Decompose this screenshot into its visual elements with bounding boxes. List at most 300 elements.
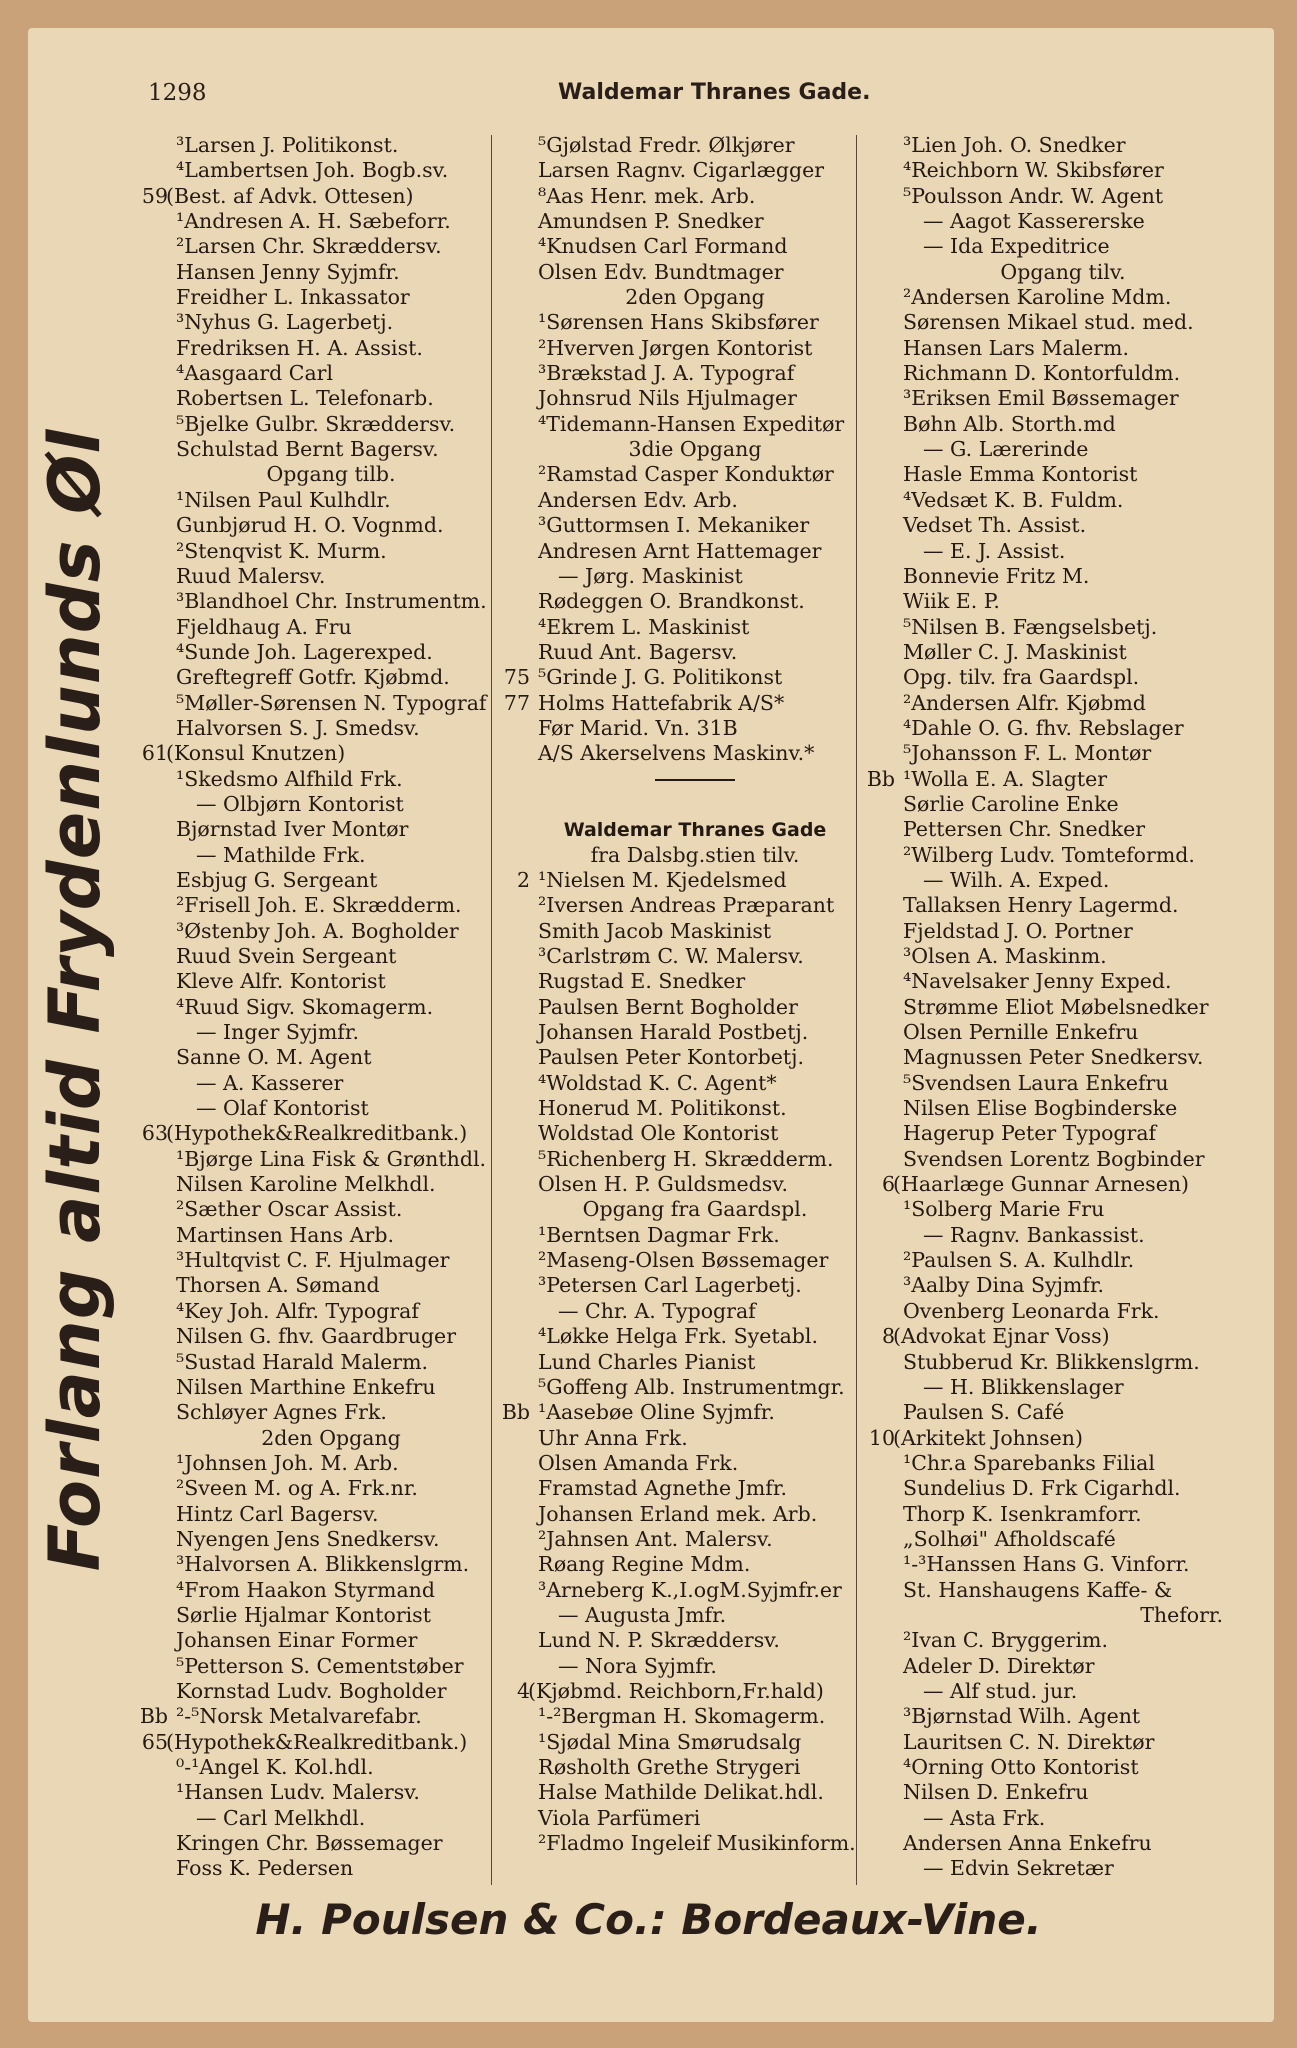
directory-entry: [176, 716, 486, 741]
directory-entry: [538, 919, 852, 944]
entry-text: Paulsen S. Café: [903, 1400, 1065, 1425]
entry-text: ¹Solberg Marie Fru: [903, 1197, 1105, 1222]
directory-entry: [903, 1273, 1223, 1298]
directory-entry: [176, 1451, 486, 1476]
entry-text: ²Sveen M. og A. Frk.nr.: [176, 1476, 418, 1501]
directory-entry: [176, 1147, 486, 1172]
directory-entry: [538, 1248, 852, 1273]
directory-entry: [538, 1071, 852, 1096]
directory-entry: [176, 158, 486, 183]
entry-text: Olsen Edv. Bundtmager: [538, 259, 784, 284]
directory-entry: [903, 361, 1223, 386]
directory-entry: [866, 766, 1223, 792]
directory-entry: [903, 1502, 1223, 1527]
directory-entry: [176, 285, 486, 310]
directory-entry: [903, 1350, 1223, 1375]
house-number: 10: [868, 1425, 895, 1450]
entry-text: ³Olsen A. Maskinm.: [903, 944, 1107, 968]
entry-text: — Edvin Sekretær: [923, 1856, 1114, 1881]
directory-entry: [538, 1045, 852, 1070]
entry-text: Halse Mathilde Delikat.hdl.: [538, 1780, 824, 1805]
entry-text: ⁴Aasgaard Carl: [176, 361, 334, 386]
directory-entry: [538, 1704, 852, 1729]
entry-text: Andersen Edv. Arb.: [538, 487, 738, 512]
directory-entry: [538, 361, 852, 386]
entry-text: Sørlie Hjalmar Kontorist: [176, 1602, 431, 1627]
directory-entry: [176, 919, 486, 944]
entry-text: Andersen Anna Enkefru: [903, 1831, 1152, 1856]
entry-text: — G. Lærerinde: [923, 437, 1089, 462]
entry-text: Olsen Amanda Frk.: [538, 1450, 739, 1475]
entry-text: ⁵Gjølstad Fredr. Ølkjører: [538, 133, 795, 157]
directory-entry: [176, 1045, 486, 1070]
entry-text: ⁴Tidemann-Hansen Expeditør: [538, 411, 845, 436]
directory-entry: [903, 1451, 1223, 1476]
directory-entry: [903, 1299, 1223, 1324]
entry-text: ⁵Bjelke Gulbr. Skræddersv.: [176, 411, 456, 436]
entry-text: ¹Nilsen Paul Kulhdlr.: [176, 487, 391, 512]
directory-entry: [903, 919, 1223, 944]
directory-entry: [881, 1172, 1223, 1197]
entry-text: ³Lien Joh. O. Snedker: [903, 133, 1126, 157]
entry-text: Martinsen Hans Arb.: [176, 1222, 394, 1247]
directory-entry: [903, 1755, 1223, 1780]
directory-entry: [538, 1350, 852, 1375]
entry-text: ⁵Johansson F. L. Montør: [903, 741, 1152, 766]
directory-entry: [141, 1729, 486, 1755]
entry-text: ²Larsen Chr. Skræddersv.: [176, 234, 442, 259]
entry-text: 3die Opgang: [628, 437, 762, 462]
entry-text: — H. Blikkenslager: [923, 1374, 1124, 1399]
directory-entry: [538, 1020, 852, 1045]
directory-entry: [176, 386, 486, 411]
directory-entry: [903, 589, 1223, 614]
entry-text: ⁴Woldstad K. C. Agent*: [538, 1070, 777, 1095]
directory-entry: [176, 1248, 486, 1273]
entry-text: Sanne O. M. Agent: [176, 1045, 372, 1070]
entry-text: ¹Chr.a Sparebanks Filial: [903, 1450, 1155, 1475]
directory-entry: [538, 893, 852, 918]
entry-text: (Best. af Advk. Ottesen): [166, 183, 414, 208]
entry-text: ¹Nielsen M. Kjedelsmed: [538, 867, 787, 892]
directory-entry: [176, 1527, 486, 1552]
directory-entry: [176, 1426, 486, 1451]
entry-text: „Solhøi" Afholdscafé: [903, 1526, 1116, 1551]
entry-text: — Aagot Kassererske: [923, 209, 1145, 234]
directory-entry: [903, 1400, 1223, 1425]
entry-text: ¹Sjødal Mina Smørudsalg: [538, 1729, 802, 1754]
entry-text: — Chr. A. Typograf: [558, 1298, 756, 1323]
page-title: Waldemar Thranes Gade.: [558, 80, 871, 105]
entry-text: ⁴Løkke Helga Frk. Syetabl.: [538, 1324, 818, 1349]
entry-text: ¹Bjørge Lina Fisk & Grønthdl.: [176, 1146, 487, 1171]
entry-text: (Konsul Knutzen): [166, 741, 346, 766]
entry-text: Framstad Agnethe Jmfr.: [538, 1476, 787, 1501]
entry-text: Lund Charles Pianist: [538, 1349, 756, 1374]
entry-text: ¹-²Bergman H. Skomagerm.: [538, 1704, 826, 1729]
directory-entry: [903, 1223, 1223, 1248]
directory-entry: [903, 1147, 1223, 1172]
directory-entry: [176, 1223, 486, 1248]
entry-text: Kornstad Ludv. Bogholder: [176, 1678, 447, 1703]
entry-text: Hansen Jenny Syjmfr.: [176, 259, 400, 284]
directory-entry: [903, 792, 1223, 817]
directory-entry: [903, 488, 1223, 513]
directory-entry: [176, 1628, 486, 1653]
directory-entry: [903, 285, 1223, 310]
entry-text: ¹-³Hanssen Hans G. Vinforr.: [903, 1552, 1190, 1577]
entry-text: (Hypothek&Realkreditbank.): [166, 1729, 468, 1754]
directory-entry: [538, 969, 852, 994]
entry-text: Ruud Ant. Bagersv.: [538, 639, 738, 664]
entry-text: Woldstad Ole Kontorist: [538, 1121, 779, 1146]
directory-entry: [903, 1197, 1223, 1222]
column-3: [866, 133, 1223, 1882]
entry-text: Bøhn Alb. Storth.md: [903, 411, 1116, 436]
entry-text: Theforr.: [1140, 1602, 1223, 1627]
entry-text: Olsen Pernille Enkefru: [903, 1020, 1139, 1045]
directory-entry: [881, 1324, 1223, 1349]
entry-text: Johansen Erland mek. Arb.: [538, 1501, 818, 1526]
entry-text: ²Iversen Andreas Præparant: [538, 893, 835, 918]
directory-entry: [538, 158, 852, 183]
entry-text: Larsen Ragnv. Cigarlægger: [538, 158, 825, 183]
directory-entry: [176, 1780, 486, 1805]
entry-text: Ruud Svein Sergeant: [176, 944, 397, 968]
entry-text: ³Aalby Dina Syjmfr.: [903, 1273, 1105, 1298]
entry-text: Opgang tilb.: [266, 462, 396, 487]
directory-entry: [538, 1172, 852, 1197]
directory-entry: [903, 260, 1223, 285]
entry-text: ²Sæther Oscar Assist.: [176, 1197, 403, 1222]
directory-entry: [176, 260, 486, 285]
directory-entry: [538, 564, 852, 589]
directory-entry: [176, 234, 486, 259]
directory-entry: [503, 665, 852, 690]
entry-text: — Asta Frk.: [923, 1805, 1046, 1830]
directory-entry: [903, 386, 1223, 411]
column-2: [501, 133, 856, 1856]
directory-entry: [903, 1578, 1223, 1603]
entry-text: Paulsen Peter Kontorbetj.: [538, 1045, 804, 1070]
directory-entry: [903, 1248, 1223, 1273]
directory-entry: [176, 1679, 486, 1704]
entry-text: ³Larsen J. Politikonst.: [176, 133, 399, 157]
directory-entry: [903, 843, 1223, 868]
entry-text: Vedset Th. Assist.: [903, 513, 1087, 538]
entry-text: Richmann D. Kontorfuldm.: [903, 361, 1181, 386]
house-number: 61: [141, 741, 168, 766]
entry-text: Paulsen Bernt Bogholder: [538, 994, 798, 1019]
entry-text: Adeler D. Direktør: [903, 1653, 1095, 1678]
entry-text: Robertsen L. Telefonarb.: [176, 386, 434, 411]
entry-text: ³Bjørnstad Wilh. Agent: [903, 1704, 1141, 1729]
entry-text: Bonnevie Fritz M.: [903, 563, 1090, 588]
entry-text: ³Østenby Joh. A. Bogholder: [176, 918, 459, 943]
entry-text: — Jørg. Maskinist: [558, 563, 743, 588]
directory-entry: [538, 386, 852, 411]
entry-text: Hintz Carl Bagersv.: [176, 1501, 379, 1526]
directory-entry: [903, 1375, 1223, 1400]
entry-text: Fjeldstad J. O. Portner: [903, 918, 1133, 943]
section-rule: [655, 779, 735, 781]
entry-text: Fjeldhaug A. Fru: [176, 614, 352, 639]
entry-text: ⁴Ekrem L. Maskinist: [538, 614, 750, 639]
entry-text: ³Petersen Carl Lagerbetj.: [538, 1273, 802, 1298]
directory-entry: [903, 310, 1223, 335]
directory-entry: [538, 995, 852, 1020]
directory-entry: [903, 564, 1223, 589]
directory-entry: [903, 1071, 1223, 1096]
directory-entry: [903, 336, 1223, 361]
entry-text: Sørensen Mikael stud. med.: [903, 310, 1194, 335]
directory-entry: [176, 513, 486, 538]
directory-entry: [176, 1856, 486, 1881]
directory-entry: [176, 1502, 486, 1527]
directory-entry: [538, 488, 852, 513]
entry-text: Ovenberg Leonarda Frk.: [903, 1298, 1160, 1323]
entry-text: ¹Berntsen Dagmar Frk.: [538, 1222, 780, 1247]
entry-text: ³Halvorsen A. Blikkenslgrm.: [176, 1552, 470, 1577]
directory-entry: [538, 285, 852, 310]
entry-text: ⁴Navelsaker Jenny Exped.: [903, 969, 1172, 994]
entry-text: ²Fladmo Ingeleif Musikinform.: [538, 1831, 856, 1856]
directory-entry: [538, 944, 852, 969]
directory-entry: [903, 716, 1223, 741]
entry-text: — A. Kasserer: [196, 1070, 344, 1095]
directory-entry: [903, 640, 1223, 665]
entry-text: ³Brækstad J. A. Typograf: [538, 361, 795, 386]
directory-entry: [538, 1603, 852, 1628]
entry-text: A/S Akerselvens Maskinv.*: [538, 741, 815, 766]
directory-entry: [176, 792, 486, 817]
entry-text: ¹Aasebøe Oline Syjmfr.: [538, 1400, 775, 1425]
entry-text: Sundelius D. Frk Cigarhdl.: [903, 1476, 1181, 1501]
directory-entry: [538, 209, 852, 234]
directory-entry: [903, 158, 1223, 183]
directory-entry: [538, 336, 852, 361]
directory-entry: [903, 1045, 1223, 1070]
entry-text: Olsen H. P. Guldsmedsv.: [538, 1172, 788, 1197]
directory-entry: [903, 1628, 1223, 1653]
entry-text: ³Carlstrøm C. W. Malersv.: [538, 944, 804, 968]
directory-entry: [903, 184, 1223, 209]
directory-entry: [538, 615, 852, 640]
directory-entry: [538, 640, 852, 665]
entry-text: ²Andersen Karoline Mdm.: [903, 285, 1172, 310]
house-number: 6: [881, 1172, 895, 1197]
entry-text: — Augusta Jmfr.: [558, 1602, 727, 1627]
entry-text: — Wilh. A. Exped.: [923, 867, 1110, 892]
entry-text: Thorsen A. Sømand: [176, 1273, 380, 1298]
directory-entry: [176, 817, 486, 842]
entry-text: Thorp K. Isenkramforr.: [903, 1501, 1142, 1526]
entry-text: ⁵Grinde J. G. Politikonst: [538, 665, 783, 690]
directory-entry: [538, 792, 852, 817]
directory-entry: [176, 412, 486, 437]
directory-entry: [176, 310, 486, 335]
directory-entry: [176, 640, 486, 665]
directory-entry: [538, 1806, 852, 1831]
entry-text: ⁴From Haakon Styrmand: [176, 1577, 435, 1602]
directory-entry: [176, 1273, 486, 1298]
directory-entry: [538, 462, 852, 487]
directory-entry: [538, 133, 852, 158]
entry-text: — Inger Syjmfr.: [196, 1020, 359, 1045]
entry-text: — Ida Expeditrice: [923, 234, 1110, 259]
directory-entry: [176, 1324, 486, 1349]
directory-entry: [903, 817, 1223, 842]
entry-text: ²Ivan C. Bryggerim.: [903, 1628, 1108, 1653]
entry-text: — Olbjørn Kontorist: [196, 791, 404, 816]
entry-text: (Advokat Ejnar Voss): [893, 1324, 1110, 1349]
entry-text: Greftegreff Gotfr. Kjøbmd.: [176, 665, 450, 690]
house-number: Bb: [866, 766, 895, 791]
entry-text: Opgang fra Gaardspl.: [582, 1197, 808, 1222]
entry-text: Opg. tilv. fra Gaardspl.: [903, 665, 1140, 690]
directory-entry: [538, 260, 852, 285]
entry-text: ¹Hansen Ludv. Malersv.: [176, 1780, 420, 1805]
entry-text: (Arkitekt Johnsen): [893, 1425, 1083, 1450]
house-number: 75: [503, 665, 530, 690]
directory-entry: [176, 539, 486, 564]
entry-text: ²Wilberg Ludv. Tomteformd.: [903, 842, 1195, 867]
entry-text: Nyengen Jens Snedkersv.: [176, 1526, 440, 1551]
directory-entry: [176, 691, 486, 716]
entry-text: ³Hultqvist C. F. Hjulmager: [176, 1248, 450, 1273]
directory-entry: [903, 1806, 1223, 1831]
directory-entry: [176, 1806, 486, 1831]
directory-entry: [176, 336, 486, 361]
directory-entry: [176, 1552, 486, 1577]
directory-entry: [538, 1831, 856, 1856]
entry-text: — Alf stud. jur.: [923, 1678, 1078, 1703]
directory-entry: [176, 995, 486, 1020]
entry-text: (Hypothek&Realkreditbank.): [166, 1121, 468, 1146]
directory-entry: [903, 412, 1223, 437]
directory-entry: [538, 767, 852, 792]
directory-entry: [903, 1476, 1223, 1501]
entry-text: Freidher L. Inkassator: [176, 285, 410, 310]
entry-text: ²Paulsen S. A. Kulhdlr.: [903, 1248, 1135, 1273]
directory-entry: [538, 1299, 852, 1324]
directory-entry: [903, 462, 1223, 487]
entry-text: Strømme Eliot Møbelsnedker: [903, 994, 1209, 1019]
directory-entry: [903, 1730, 1223, 1755]
entry-text: 2den Opgang: [261, 1425, 401, 1450]
directory-entry: [516, 1678, 852, 1704]
entry-text: Nilsen Marthine Enkefru: [176, 1374, 436, 1399]
house-number: Bb: [501, 1400, 530, 1425]
entry-text: ³Eriksen Emil Bøssemager: [903, 386, 1179, 411]
entry-text: — Nora Syjmfr.: [558, 1653, 717, 1678]
side-advert-text: Forlang altid Frydenlunds Øl: [34, 428, 116, 1572]
directory-entry: [176, 1375, 486, 1400]
entry-text: Stubberud Kr. Blikkenslgrm.: [903, 1349, 1200, 1374]
entry-text: ¹Johnsen Joh. M. Arb.: [176, 1450, 399, 1475]
entry-text: ⁴Knudsen Carl Formand: [538, 234, 788, 259]
entry-text: ²-⁵Norsk Metalvarefabr.: [176, 1704, 422, 1729]
entry-text: ⁵Poulsson Andr. W. Agent: [903, 183, 1164, 208]
directory-entry: [903, 1679, 1223, 1704]
entry-text: Rugstad E. Snedker: [538, 969, 746, 994]
entry-text: Nilsen D. Enkefru: [903, 1780, 1089, 1805]
entry-text: Uhr Anna Frk.: [538, 1425, 688, 1450]
entry-text: ⁰-¹Angel K. Kol.hdl.: [176, 1755, 374, 1779]
entry-text: Johansen Einar Former: [176, 1628, 418, 1653]
entry-text: — E. J. Assist.: [923, 538, 1066, 563]
directory-entry: [538, 1426, 852, 1451]
directory-entry: [176, 1071, 486, 1096]
entry-text: Hagerup Peter Typograf: [903, 1121, 1157, 1146]
directory-entry: [903, 969, 1223, 994]
entry-text: (Haarlæge Gunnar Arnesen): [893, 1172, 1190, 1197]
entry-text: (Kjøbmd. Reichborn,Fr.hald): [528, 1678, 824, 1703]
directory-entry: [538, 1223, 852, 1248]
directory-entry: [538, 741, 852, 766]
entry-text: ⁴Sunde Joh. Lagerexped.: [176, 639, 433, 664]
entry-text: Møller C. J. Maskinist: [903, 639, 1127, 664]
directory-entry: [538, 1755, 852, 1780]
directory-entry: [903, 513, 1223, 538]
entry-text: ²Stenqvist K. Murm.: [176, 538, 387, 563]
directory-entry: [903, 209, 1223, 234]
directory-entry: [538, 1375, 852, 1400]
entry-text: ²Ramstad Casper Konduktør: [538, 462, 834, 487]
entry-text: ⁵Petterson S. Cementstøber: [176, 1653, 464, 1678]
directory-entry: [538, 1628, 852, 1653]
directory-entry: [538, 1730, 852, 1755]
directory-entry: [516, 867, 852, 893]
column-divider-2: [856, 135, 857, 1885]
directory-entry: [176, 1603, 486, 1628]
entry-text: ⁴Orning Otto Kontorist: [903, 1755, 1139, 1779]
directory-entry: [538, 1578, 852, 1603]
directory-entry: [538, 1273, 852, 1298]
directory-entry: [903, 1780, 1223, 1805]
directory-entry: [538, 1197, 852, 1222]
entry-text: ¹Skedsmo Alfhild Frk.: [176, 766, 403, 791]
directory-entry: [176, 133, 486, 158]
directory-entry: [176, 1096, 486, 1121]
directory-entry: [176, 767, 486, 792]
directory-entry: [176, 868, 486, 893]
entry-text: ²Jahnsen Ant. Malersv.: [538, 1526, 773, 1551]
directory-entry: [176, 665, 486, 690]
directory-entry: [538, 843, 852, 868]
entry-text: ⁴Lambertsen Joh. Bogb.sv.: [176, 158, 449, 183]
entry-text: ³Blandhoel Chr. Instrumentm.: [176, 589, 487, 614]
entry-text: Rødeggen O. Brandkonst.: [538, 589, 805, 614]
entry-text: Sørlie Caroline Enke: [903, 791, 1119, 816]
directory-entry: [538, 1121, 852, 1146]
entry-text: Kringen Chr. Bøssemager: [176, 1831, 443, 1856]
entry-text: Foss K. Pedersen: [176, 1856, 354, 1881]
entry-text: ⁴Reichborn W. Skibsfører: [903, 158, 1164, 183]
entry-text: Opgang tilv.: [1000, 259, 1126, 284]
directory-entry: [139, 1704, 486, 1729]
directory-entry: [141, 183, 486, 209]
section-title: Waldemar Thranes Gade: [563, 819, 827, 842]
directory-entry: [903, 437, 1223, 462]
entry-text: Nilsen Elise Bogbinderske: [903, 1096, 1178, 1121]
house-number: 2: [516, 867, 530, 892]
entry-text: — Mathilde Frk.: [196, 842, 366, 867]
directory-entry: [538, 1147, 852, 1172]
directory-entry: [176, 843, 486, 868]
directory-entry: [903, 234, 1223, 259]
directory-entry: [176, 462, 486, 487]
